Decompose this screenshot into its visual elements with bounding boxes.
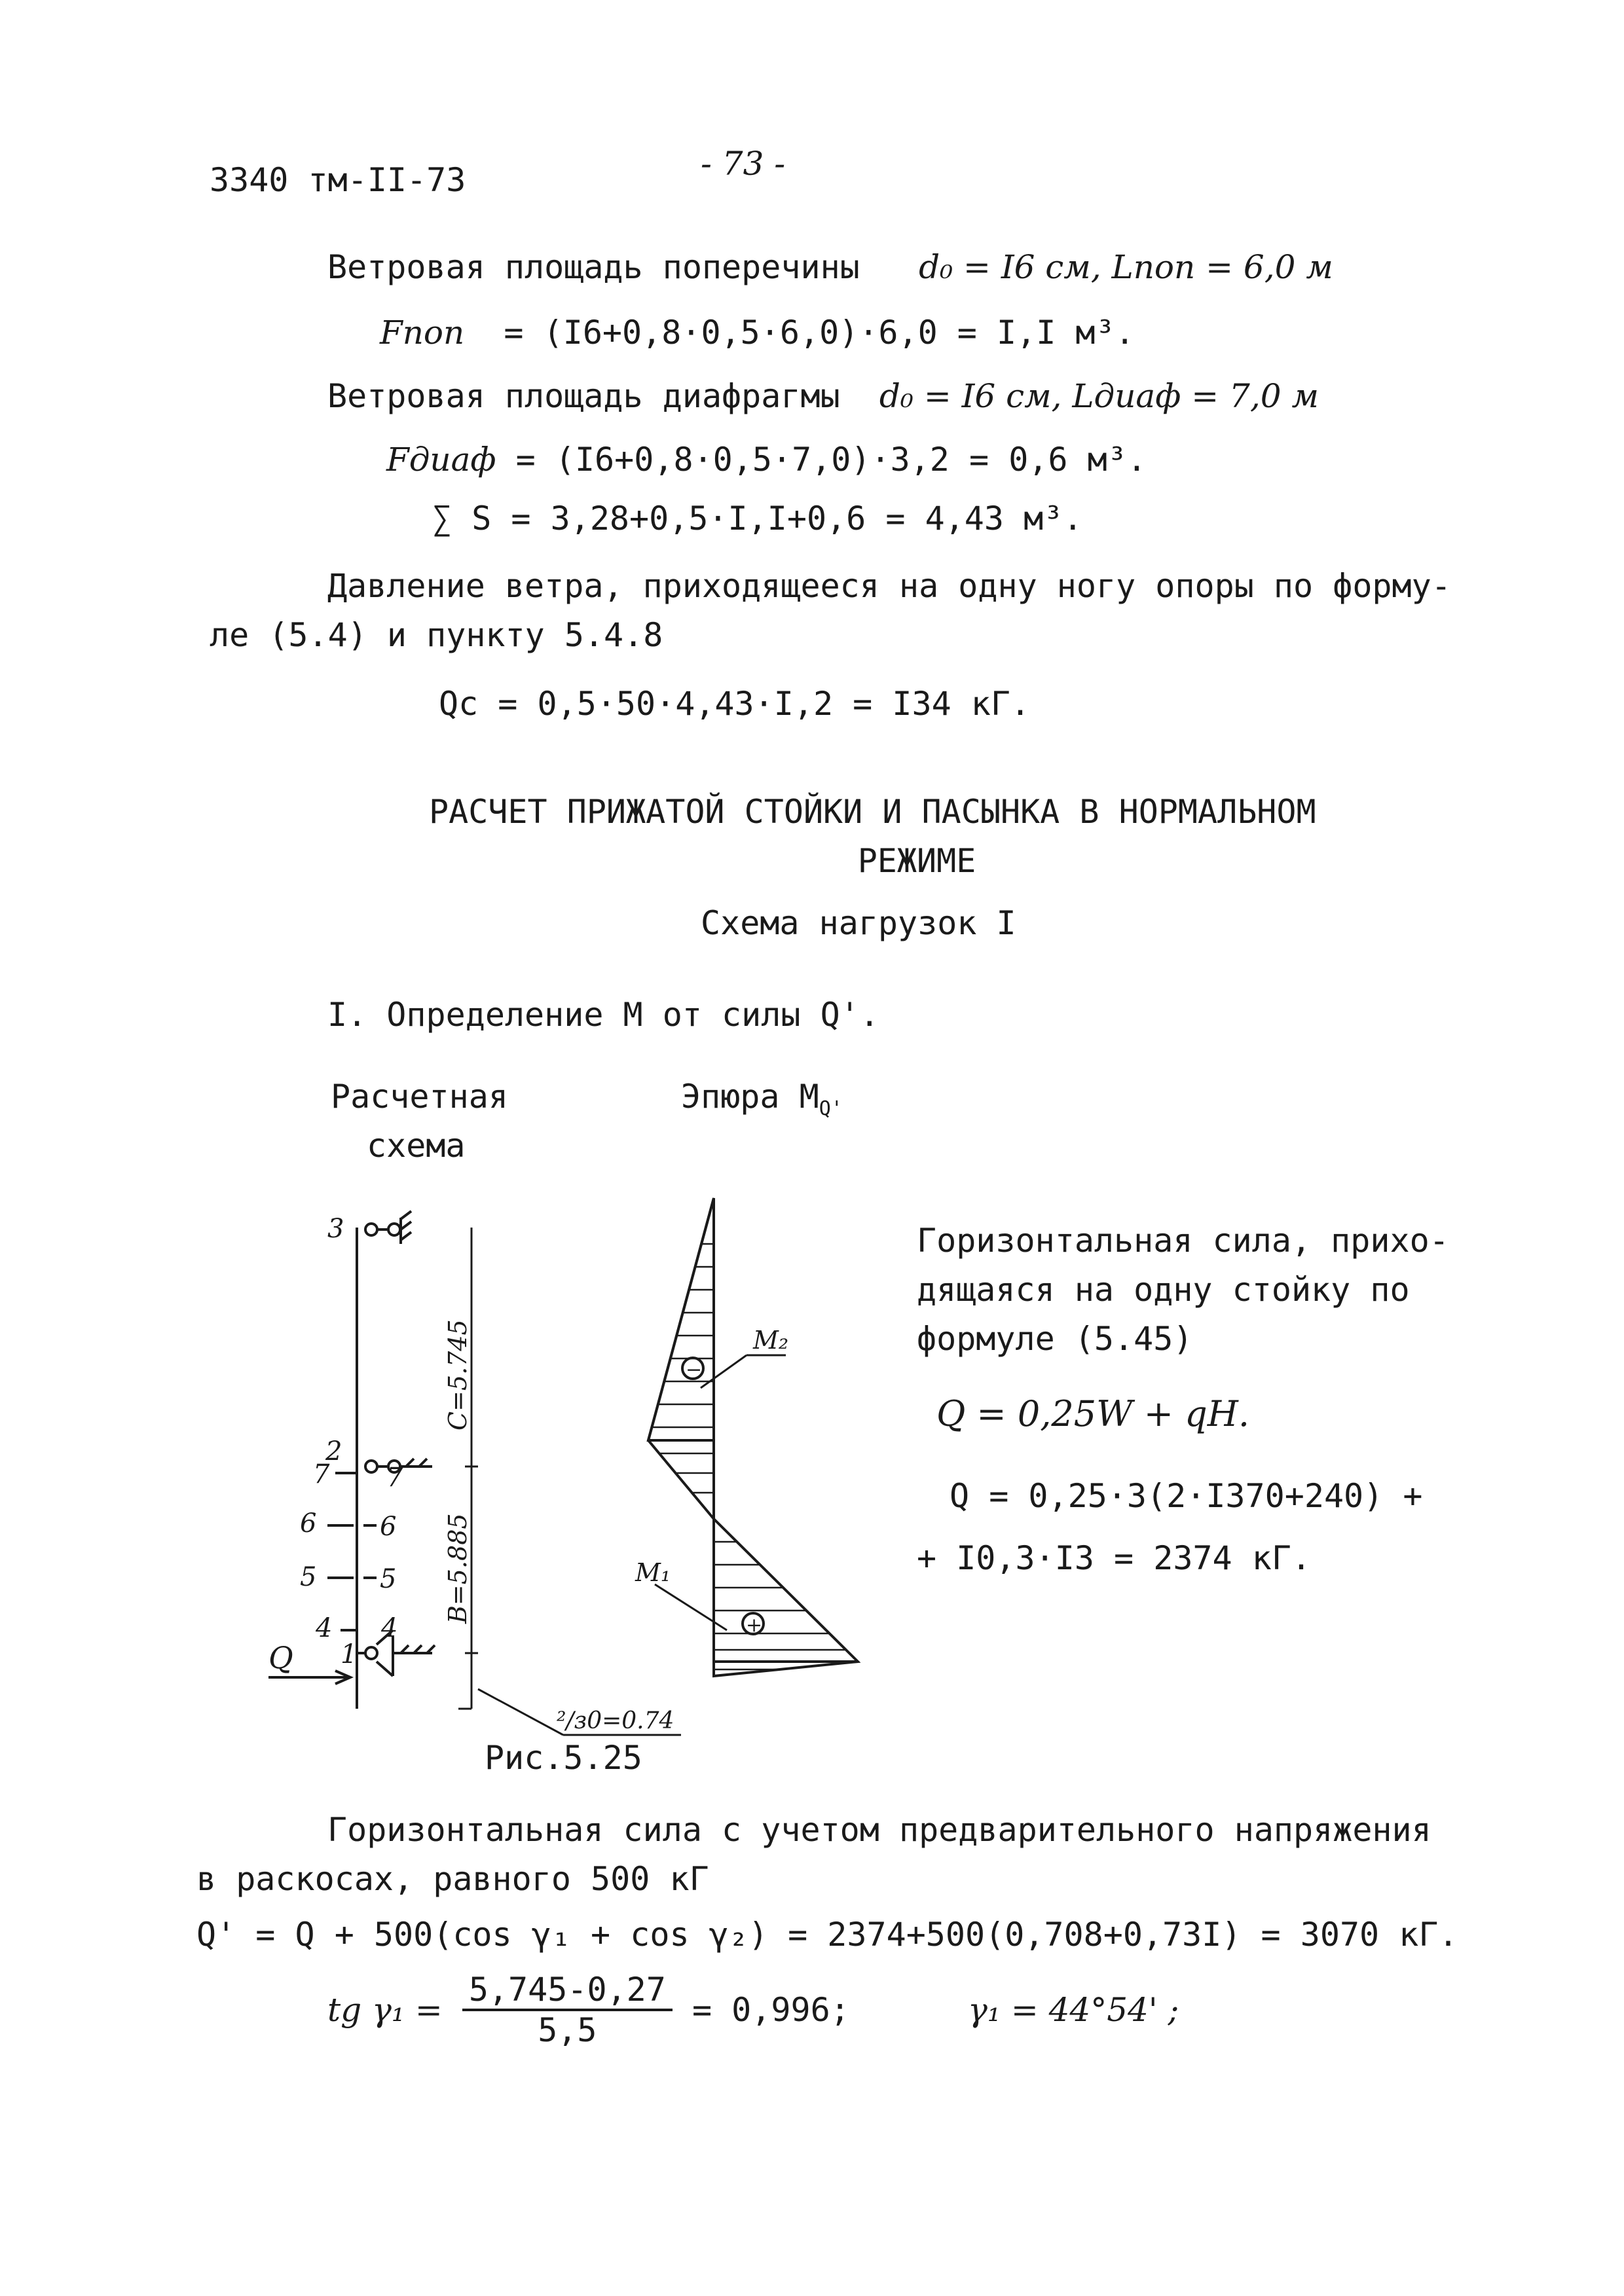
tangent-fraction	[462, 1971, 673, 2049]
wind-area-diaphragm-formula: Fдиаф = (I6+0,8·0,5·7,0)·3,2 = 0,6 м³.	[386, 441, 1147, 479]
dimension-bottom-label: ²/з0=0.74	[557, 1707, 674, 1734]
horizontal-force-formula-2: Q = 0,25·3(2·I370+240) +	[950, 1477, 1423, 1515]
horizontal-force-text-3: формуле (5.45)	[917, 1320, 1193, 1358]
node-3-hinge	[365, 1224, 377, 1235]
section-subtitle: Схема нагрузок I	[701, 904, 1016, 942]
node-7-label-left: 7	[313, 1459, 330, 1489]
m1-leader	[655, 1584, 727, 1630]
node-5-label-right: 5	[380, 1564, 397, 1594]
wind-pressure-formula: Qc = 0,5·50·4,43·I,2 = I34 кГ.	[439, 685, 1031, 723]
moment-m2-label: M₂	[753, 1326, 789, 1355]
scheme-title-line-2: схема	[367, 1127, 466, 1165]
horizontal-force-text-1: Горизонтальная сила, прихо-	[917, 1222, 1449, 1260]
document-code: 3340 тм-II-73	[210, 161, 466, 199]
node-1-label: 1	[341, 1639, 358, 1669]
tangent-lhs: tg γ₁ =	[327, 1991, 443, 2029]
dimension-c-label: C=5.745	[443, 1319, 472, 1430]
moment-zero-crossing	[648, 1440, 714, 1519]
dimension-leader	[478, 1689, 563, 1735]
wind-area-diaphragm-label: Ветровая площадь диафрагмы d₀ = I6 см, Lдиаф = 7,0 м	[327, 377, 1319, 415]
node-7-label-right: 7	[386, 1463, 403, 1493]
step-1-title: I. Определение М от силы Q'.	[327, 996, 879, 1034]
moment-m1-label: M₁	[635, 1558, 671, 1587]
wind-pressure-text-1: Давление ветра, приходящееся на одну ногу опоры по форму-	[327, 567, 1451, 605]
angle-result: γ₁ = 44°54' ;	[968, 1991, 1179, 2029]
force-q-label: Q	[268, 1640, 293, 1675]
sum-formula: ∑ S = 3,28+0,5·I,I+0,6 = 4,43 м³.	[432, 500, 1083, 538]
node-2-label: 2	[325, 1436, 342, 1467]
node-3-support	[388, 1224, 400, 1235]
moment-diagram-title: Эпюра $M_{Q'}$	[681, 1078, 843, 1120]
prestress-text-1: Горизонтальная сила с учетом предварительного напряжения	[327, 1811, 1431, 1849]
tangent-result: = 0,996;	[692, 1991, 850, 2029]
prestress-formula: Q' = Q + 500(cos γ₁ + cos γ₂) = 2374+500(0,708+0,73I) = 3070 кГ.	[196, 1916, 1458, 1954]
page-number: - 73 -	[701, 145, 786, 183]
prestress-text-2: в раскосах, равного 500 кГ	[196, 1860, 709, 1898]
wind-area-crossbar-label: Ветровая площадь поперечины d₀ = I6 см, Lпоп = 6,0 м	[327, 248, 1333, 286]
node-5-label-left: 5	[300, 1562, 317, 1592]
figure-caption: Рис.5.25	[485, 1739, 642, 1777]
dimension-b-label: B=5.885	[443, 1513, 472, 1624]
node-4-label-left: 4	[316, 1613, 333, 1643]
node-1-hinge	[365, 1647, 377, 1659]
tangent-numerator: 5,745-0,27	[462, 1971, 673, 2011]
node-3-label: 3	[327, 1214, 344, 1244]
tangent-formula	[327, 1971, 1179, 2056]
structural-diagram	[0, 1178, 917, 1768]
wind-area-crossbar-formula: Fпоп = (I6+0,8·0,5·6,0)·6,0 = I,I м³.	[380, 314, 1135, 352]
node-6-label-left: 6	[300, 1508, 317, 1539]
tangent-denominator: 5,5	[538, 2011, 597, 2049]
horizontal-force-formula-1: Q = 0,25W + qH.	[936, 1393, 1249, 1434]
moment-m1-hatching	[714, 1542, 845, 1669]
horizontal-force-text-2: дящаяся на одну стойку по	[917, 1271, 1410, 1309]
wind-area-diaphragm-params: d₀ = I6 см, Lдиаф = 7,0 м	[879, 377, 1319, 415]
node-2-hinge	[365, 1461, 377, 1472]
section-title-line-1: РАСЧЕТ ПРИЖАТОЙ СТОЙКИ И ПАСЫНКА В НОРМАЛЬНОМ	[429, 793, 1316, 831]
section-title-line-2: РЕЖИМЕ	[857, 842, 976, 880]
node-4-label-right: 4	[381, 1613, 398, 1643]
horizontal-force-formula-3: + I0,3·I3 = 2374 кГ.	[917, 1539, 1312, 1577]
wind-pressure-text-2: ле (5.4) и пункту 5.4.8	[210, 616, 663, 654]
scheme-title-line-1: Расчетная	[331, 1078, 508, 1116]
moment-minus-sign: −	[686, 1358, 703, 1381]
moment-plus-sign: +	[746, 1614, 763, 1637]
wind-area-crossbar-params: d₀ = I6 см, Lпоп = 6,0 м	[919, 248, 1333, 286]
node-6-label-right: 6	[380, 1512, 397, 1542]
m2-leader	[701, 1355, 747, 1388]
